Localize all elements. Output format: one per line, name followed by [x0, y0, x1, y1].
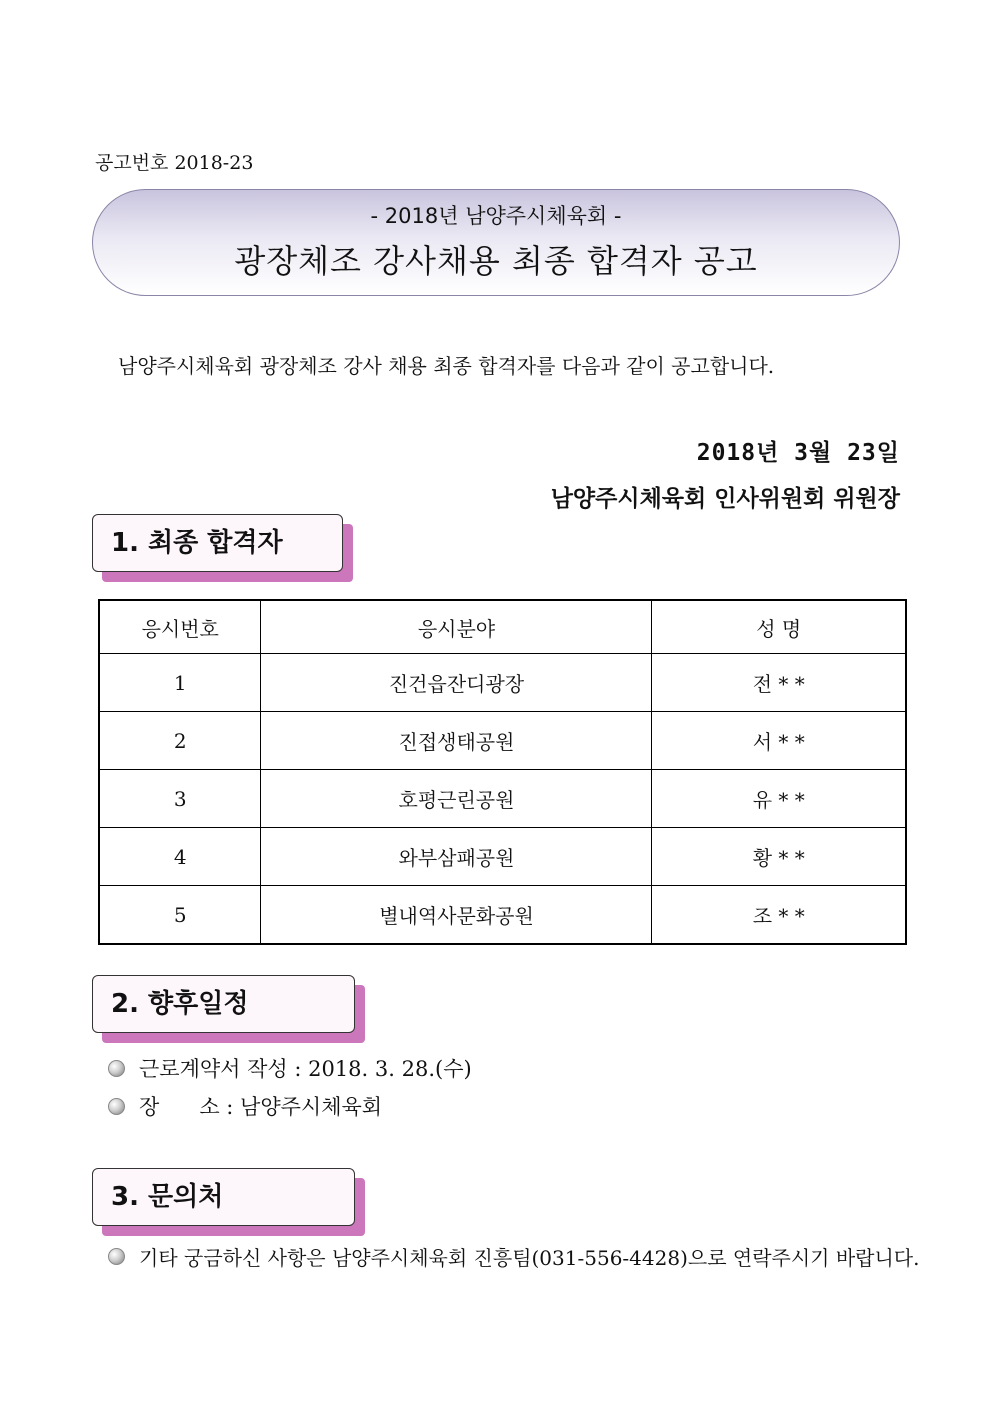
schedule-contract: 근로계약서 작성 : 2018. 3. 28.(수): [139, 1057, 472, 1081]
table-row: [99, 770, 906, 828]
bullet-icon: [108, 1248, 125, 1265]
signer: 남양주시체육회 인사위원회 위원장: [550, 486, 900, 512]
cell-name: 전 * *: [652, 654, 906, 712]
cell-name: 서 * *: [652, 712, 906, 770]
cell-field: 호평근린공원: [261, 770, 652, 828]
cell-exam-number: 5: [99, 886, 261, 945]
contact-text: 기타 궁금하신 사항은 남양주시체육회 진흥팀(031-556-4428)으로 연락주시기 바랍니다.: [139, 1245, 920, 1270]
table-row: [99, 828, 906, 886]
cell-exam-number: 4: [99, 828, 261, 886]
cell-name: 유 * *: [652, 770, 906, 828]
cell-exam-number: 1: [99, 654, 261, 712]
cell-field: 와부삼패공원: [261, 828, 652, 886]
header-field: 응시분야: [261, 600, 652, 654]
list-item: [108, 1237, 919, 1275]
bullet-icon: [108, 1060, 125, 1077]
schedule-list: [108, 1049, 472, 1125]
title-banner: [92, 189, 900, 296]
list-item: [108, 1049, 472, 1087]
notice-number: 공고번호 2018-23: [95, 152, 254, 174]
cell-exam-number: 2: [99, 712, 261, 770]
cell-field: 진건읍잔디광장: [261, 654, 652, 712]
section-2-title: 2. 향후일정: [92, 975, 355, 1033]
schedule-location: 장 소 : 남양주시체육회: [139, 1095, 383, 1119]
table-row: [99, 712, 906, 770]
table-row: [99, 886, 906, 945]
cell-field: 별내역사문화공원: [261, 886, 652, 945]
page-title: 광장체조 강사채용 최종 합격자 공고: [234, 242, 758, 280]
intro-text: 남양주시체육회 광장체조 강사 채용 최종 합격자를 다음과 같이 공고합니다.: [118, 354, 775, 378]
table-header-row: [99, 600, 906, 654]
cell-name: 조 * *: [652, 886, 906, 945]
banner-subtitle: - 2018년 남양주시체육회 -: [370, 204, 622, 228]
cell-exam-number: 3: [99, 770, 261, 828]
table-row: [99, 654, 906, 712]
notice-date: 2018년 3월 23일: [696, 440, 900, 466]
section-3-title: 3. 문의처: [92, 1168, 355, 1226]
cell-name: 황 * *: [652, 828, 906, 886]
header-exam-number: 응시번호: [99, 600, 261, 654]
cell-field: 진접생태공원: [261, 712, 652, 770]
bullet-icon: [108, 1098, 125, 1115]
results-table: [98, 599, 907, 945]
header-name: 성 명: [652, 600, 906, 654]
section-1-title: 1. 최종 합격자: [92, 514, 343, 572]
list-item: [108, 1087, 472, 1125]
contact-list: [108, 1237, 919, 1275]
